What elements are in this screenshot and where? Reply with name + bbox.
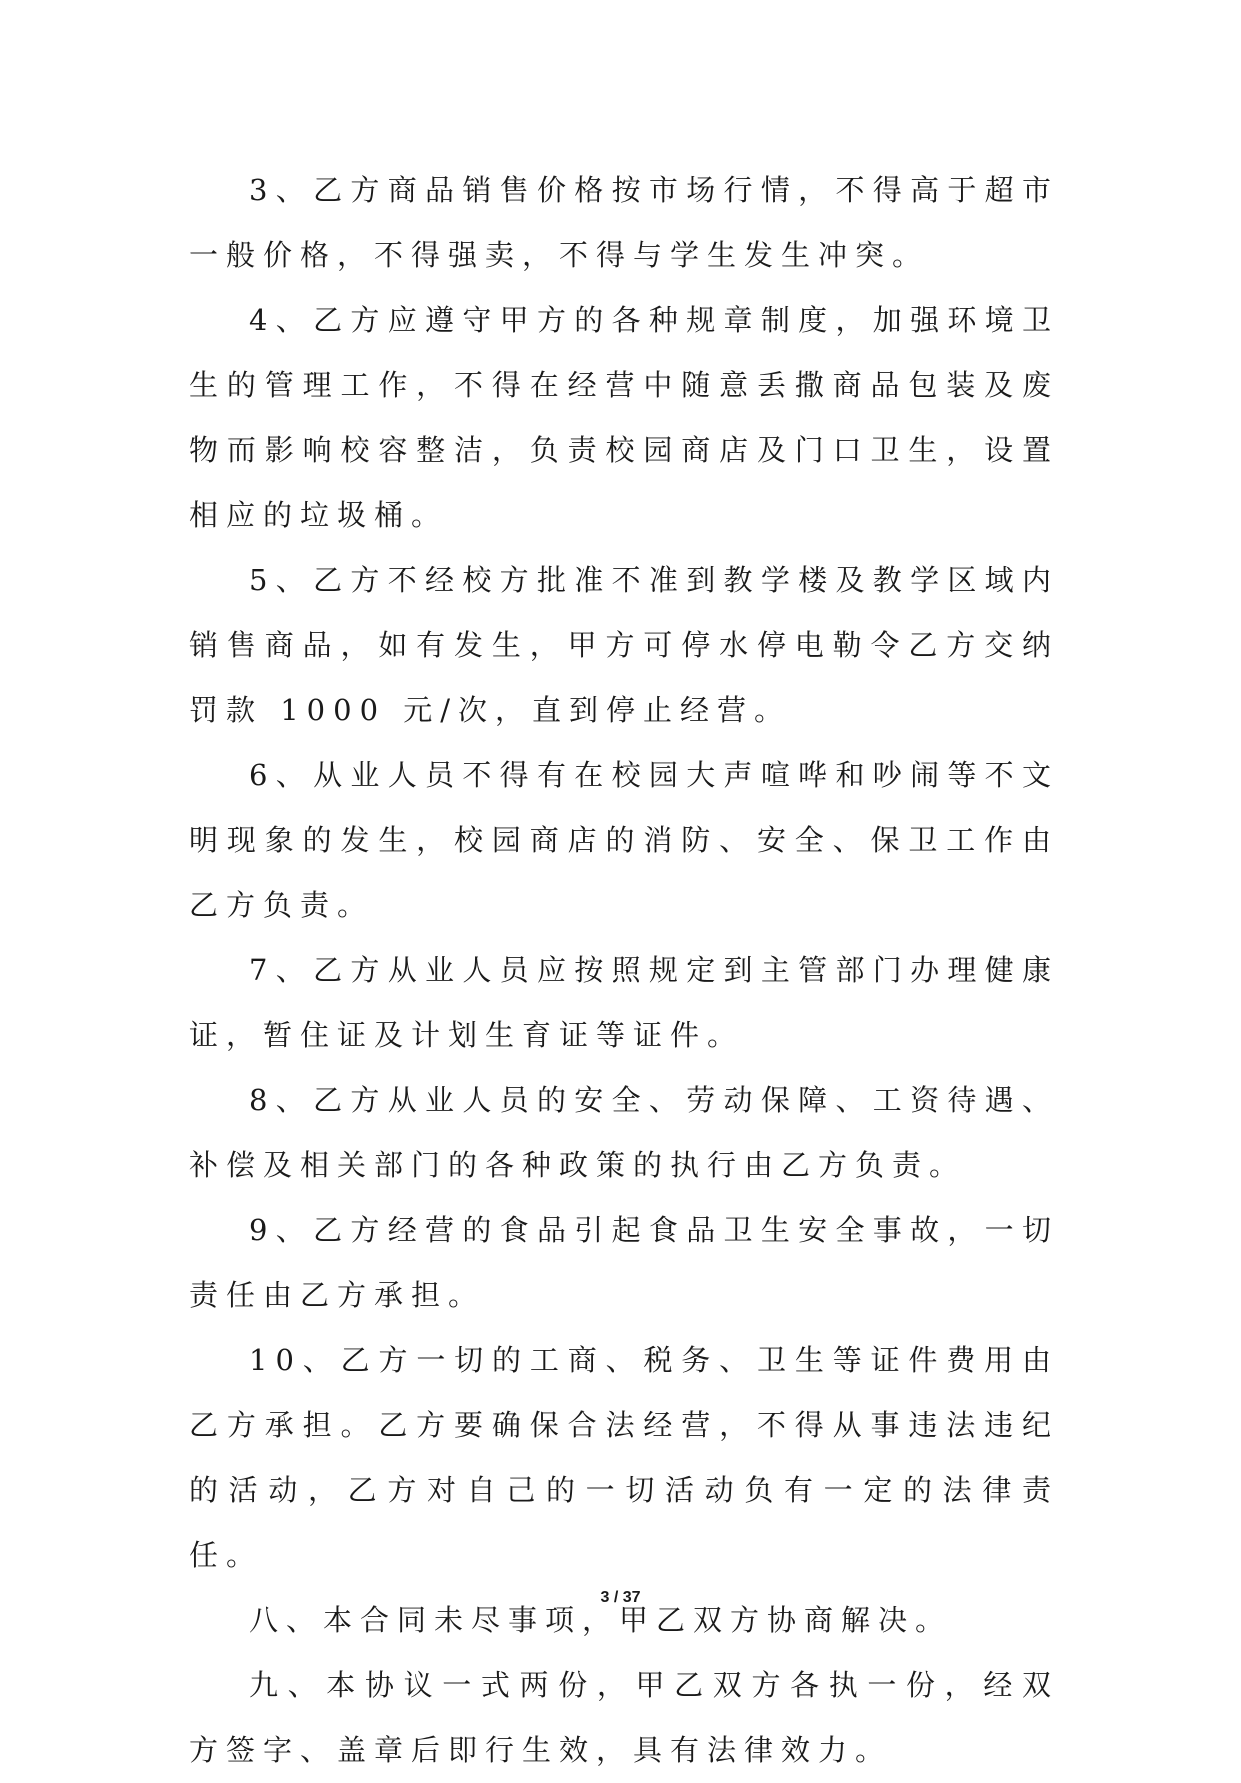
paragraph-clause-3: 3、乙方商品销售价格按市场行情，不得高于超市一般价格，不得强卖，不得与学生发生冲突。 <box>189 173 1059 272</box>
paragraph-clause-9: 9、乙方经营的食品引起食品卫生安全事故，一切责任由乙方承担。 <box>189 1213 1059 1312</box>
paragraph-clause-8: 8、乙方从业人员的安全、劳动保障、工资待遇、补偿及相关部门的各种政策的执行由乙方负责。 <box>189 1083 1059 1182</box>
paragraph-clause-6: 6、从业人员不得有在校园大声喧哗和吵闹等不文明现象的发生，校园商店的消防、安全、保卫工作由乙方负责。 <box>189 758 1059 922</box>
paragraph-clause-5: 5、乙方不经校方批准不准到教学楼及教学区域内销售商品，如有发生，甲方可停水停电勒令乙方交纳罚款 1000 元/次，直到停止经营。 <box>189 563 1059 727</box>
paragraph-clause-4: 4、乙方应遵守甲方的各种规章制度，加强环境卫生的管理工作，不得在经营中随意丢撒商品包装及废物而影响校容整洁，负责校园商店及门口卫生，设置相应的垃圾桶。 <box>189 303 1059 532</box>
paragraph-clause-10: 10、乙方一切的工商、税务、卫生等证件费用由乙方承担。乙方要确保合法经营，不得从事违法违纪的活动，乙方对自己的一切活动负有一定的法律责任。 <box>189 1343 1059 1572</box>
paragraph-section-8: 八、本合同未尽事项，甲乙双方协商解决。 <box>249 1603 953 1637</box>
document-body <box>189 158 1059 1783</box>
paragraph-clause-7: 7、乙方从业人员应按照规定到主管部门办理健康证，暂住证及计划生育证等证件。 <box>189 953 1059 1052</box>
paragraph-section-9: 九、本协议一式两份，甲乙双方各执一份，经双方签字、盖章后即行生效，具有法律效力。 <box>189 1668 1059 1767</box>
page-number: 3 / 37 <box>600 1589 641 1606</box>
